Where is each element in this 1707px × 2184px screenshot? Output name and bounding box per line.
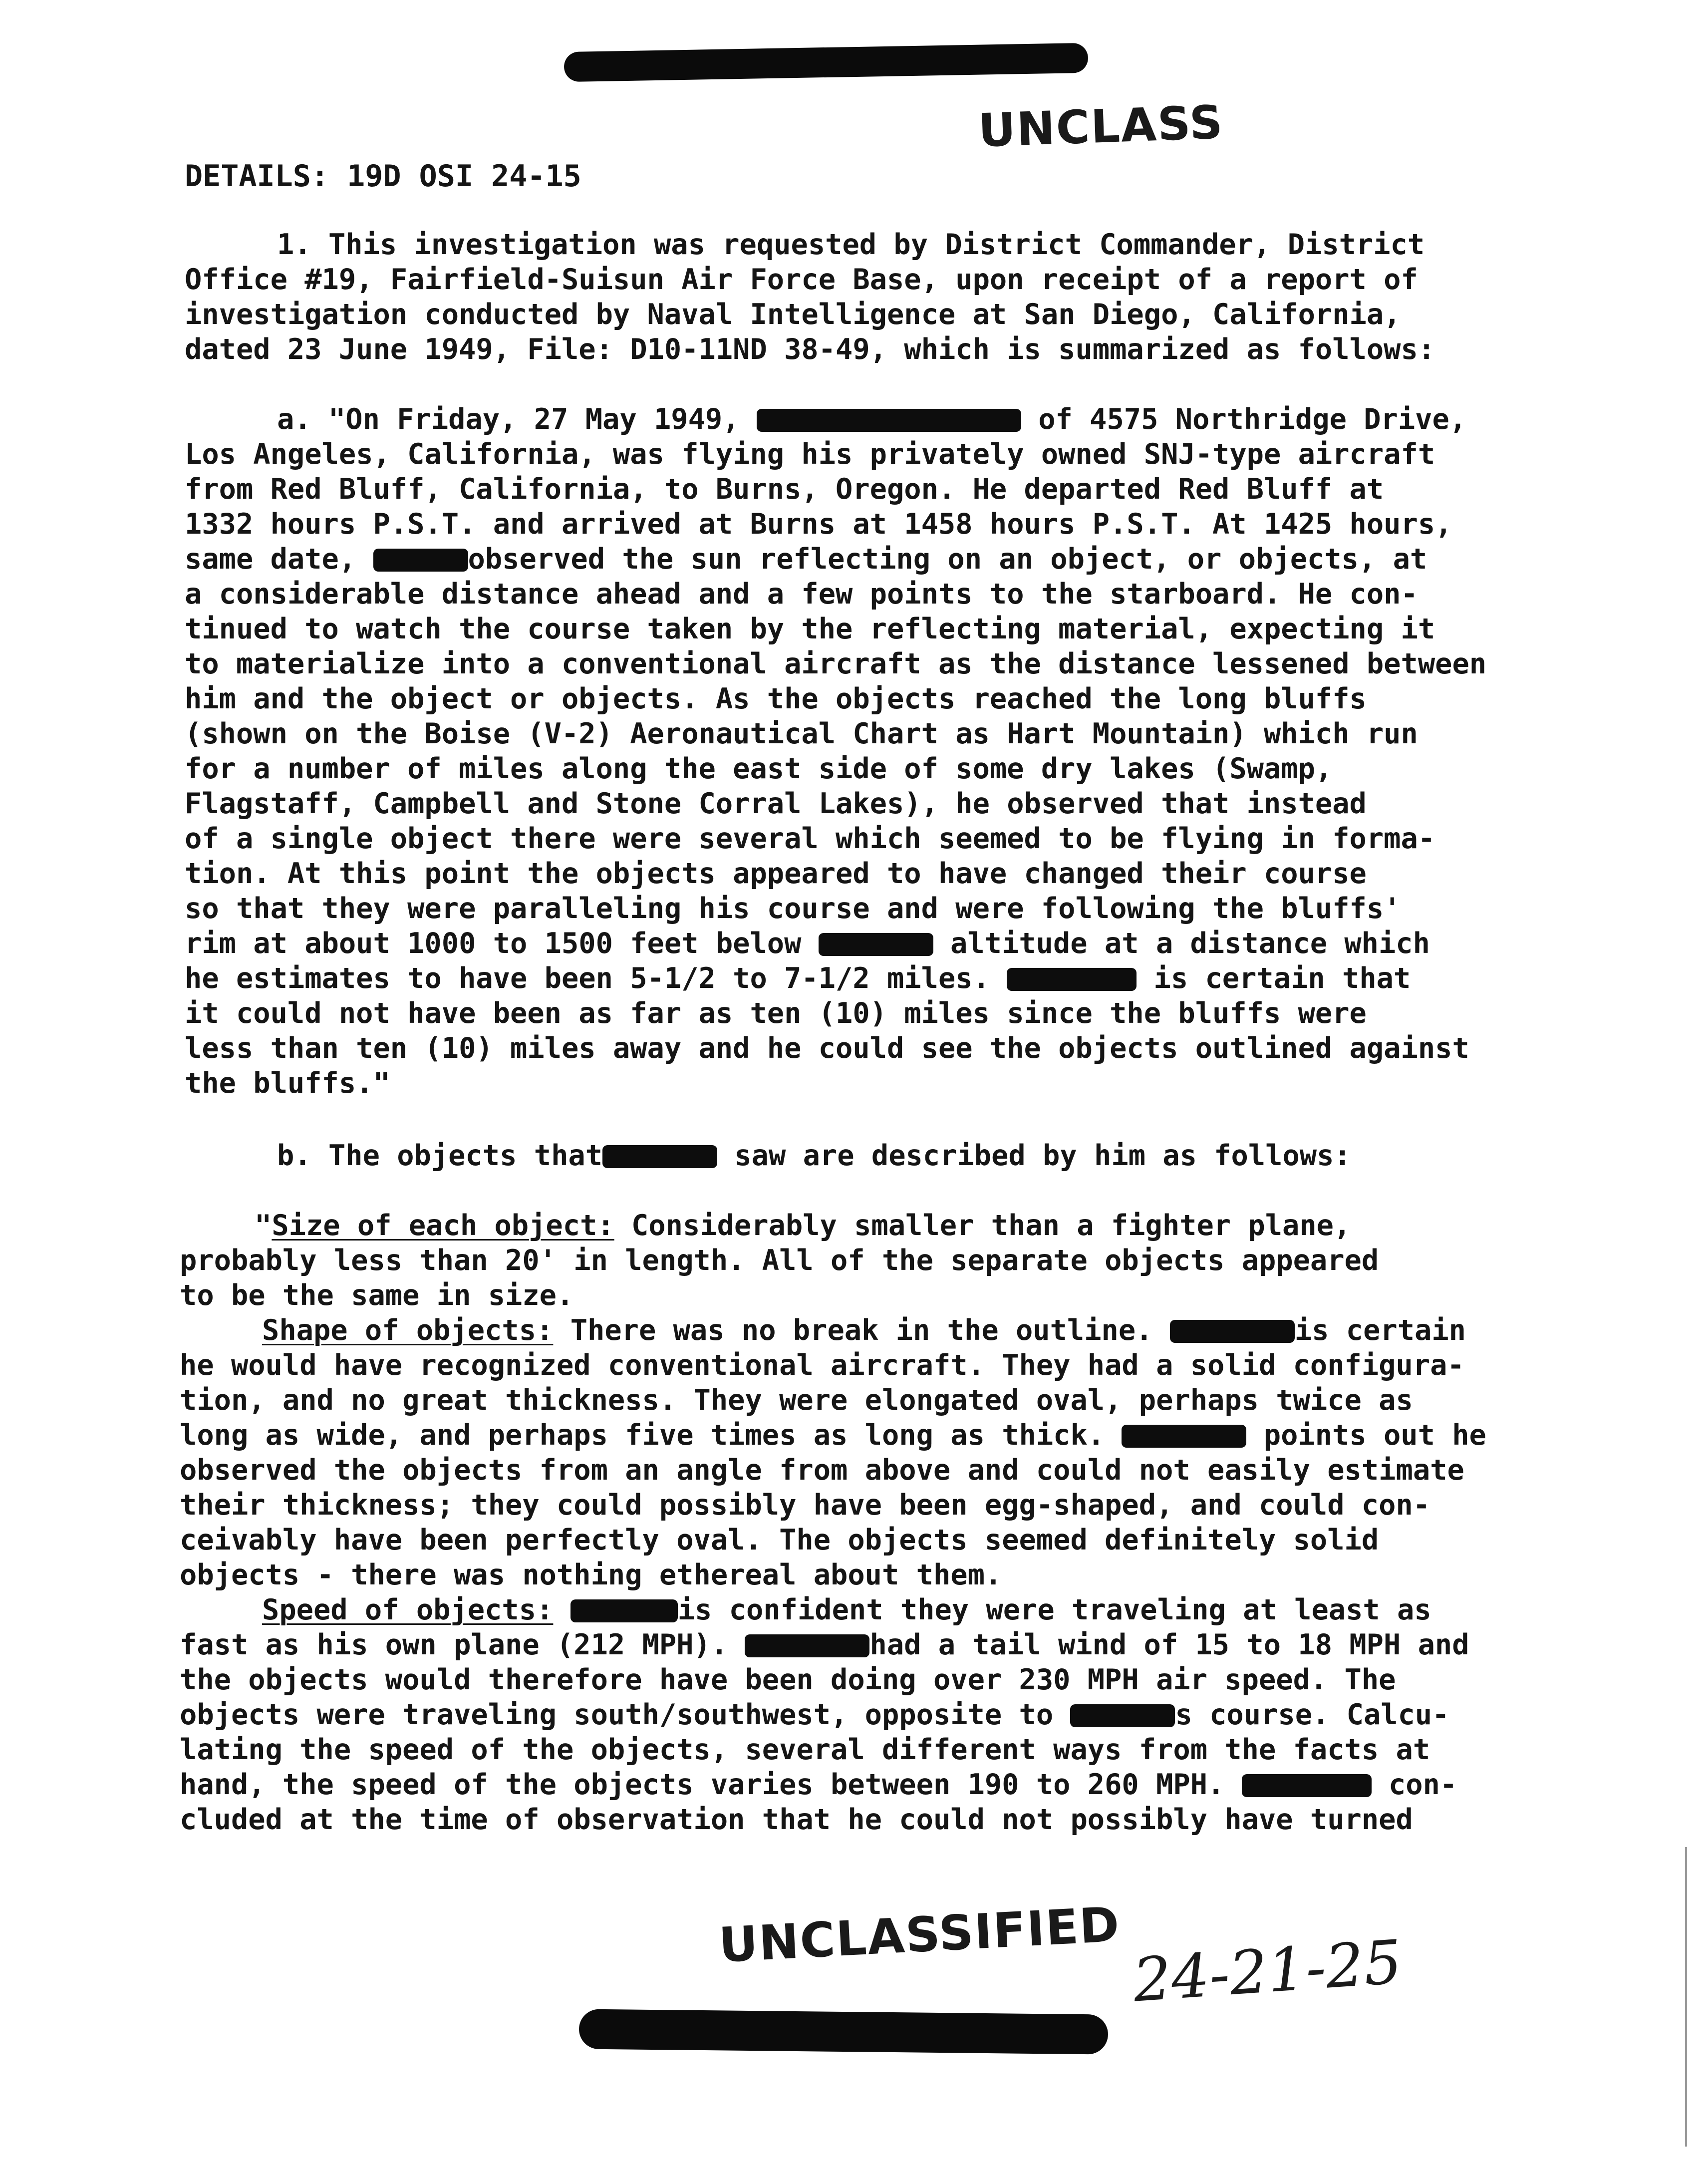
redaction xyxy=(1122,1425,1246,1448)
redaction xyxy=(745,1634,869,1657)
para-a-line-9: him and the object or objects. As the objects reached the long bluffs xyxy=(185,682,1367,715)
para-a-line-16 xyxy=(185,926,1430,961)
text: points out he xyxy=(1246,1419,1486,1452)
text: rim at about 1000 to 1500 feet below xyxy=(185,927,819,960)
shape-line-1 xyxy=(262,1313,1466,1348)
text: objects were traveling south/southwest, opposite to xyxy=(180,1698,1071,1731)
speed-line-3: the objects would therefore have been doing over 230 MPH air speed. The xyxy=(180,1663,1396,1696)
para1-line-1: 1. This investigation was requested by District Commander, District xyxy=(277,228,1425,261)
text: is confident they were traveling at least as xyxy=(677,1593,1431,1626)
redaction xyxy=(570,1599,678,1622)
para-a-line-6: a considerable distance ahead and a few points to the starboard. He con- xyxy=(185,578,1418,611)
para-a-line-10: (shown on the Boise (V-2) Aeronautical Chart as Hart Mountain) which run xyxy=(185,717,1418,750)
text: b. The objects that xyxy=(277,1139,603,1172)
text: altitude at a distance which xyxy=(933,927,1430,960)
para-a-line-11: for a number of miles along the east side of some dry lakes (Swamp, xyxy=(185,752,1333,785)
text: Considerably smaller than a fighter plane, xyxy=(614,1209,1351,1242)
shape-line-5: observed the objects from an angle from above and could not easily estimate xyxy=(180,1454,1464,1487)
para-a-line-13: of a single object there were several which seemed to be flying in forma- xyxy=(185,822,1435,855)
speed-line-5: lating the speed of the objects, several different ways from the facts at xyxy=(180,1733,1430,1766)
speed-line-1 xyxy=(262,1592,1431,1627)
text: observed the sun reflecting on an object, or objects, at xyxy=(468,543,1427,576)
text: of 4575 Northridge Drive, xyxy=(1021,403,1467,436)
para-a-line-14: tion. At this point the objects appeared to have changed their course xyxy=(185,857,1367,890)
bottom-redaction-bar xyxy=(579,2009,1109,2054)
shape-line-3: tion, and no great thickness. They were elongated oval, perhaps twice as xyxy=(180,1384,1413,1417)
para-a-line-19: less than ten (10) miles away and he could see the objects outlined against xyxy=(185,1032,1469,1065)
para-a-line-15: so that they were paralleling his course and were following the bluffs' xyxy=(185,892,1401,925)
text: saw are described by him as follows: xyxy=(717,1139,1351,1172)
text: is certain xyxy=(1294,1314,1466,1347)
size-line-1: "Size of each object: Considerably smaller than a fighter plane, xyxy=(255,1209,1351,1242)
redaction xyxy=(1242,1774,1372,1797)
size-label: Size of each object: xyxy=(272,1209,614,1242)
top-redaction-bar xyxy=(564,43,1089,82)
text: con- xyxy=(1371,1768,1457,1801)
redaction xyxy=(1170,1320,1295,1343)
redaction xyxy=(373,549,468,572)
size-line-2: probably less than 20' in length. All of the separate objects appeared xyxy=(180,1244,1379,1277)
unclassified-stamp-bottom: UNCLASSIFIED xyxy=(717,1896,1122,1973)
para-a-line-3: from Red Bluff, California, to Burns, Oregon. He departed Red Bluff at xyxy=(185,473,1384,506)
details-heading: DETAILS: 19D OSI 24-15 xyxy=(185,159,581,194)
handwritten-file-number: 24-21-25 xyxy=(1131,1927,1405,2016)
text: s course. Calcu- xyxy=(1175,1698,1449,1731)
scan-edge-line xyxy=(1685,1847,1687,2147)
para-a-line-2: Los Angeles, California, was flying his privately owned SNJ-type aircraft xyxy=(185,438,1435,471)
text: There was no break in the outline. xyxy=(553,1314,1170,1347)
speed-line-7: cluded at the time of observation that he could not possibly have turned xyxy=(180,1803,1413,1836)
text: fast as his own plane (212 MPH). xyxy=(180,1628,745,1661)
shape-line-8: objects - there was nothing ethereal about them. xyxy=(180,1559,1002,1591)
para-a-line-17 xyxy=(185,961,1411,996)
speed-line-2 xyxy=(180,1627,1469,1662)
shape-line-6: their thickness; they could possibly have been egg-shaped, and could con- xyxy=(180,1489,1430,1522)
text: same date, xyxy=(185,543,373,576)
para-a-line-8: to materialize into a conventional aircraft as the distance lessened between xyxy=(185,647,1487,680)
para-a-line-7: tinued to watch the course taken by the reflecting material, expecting it xyxy=(185,613,1435,645)
text: is certain that xyxy=(1137,962,1411,995)
para1-line-2: Office #19, Fairfield-Suisun Air Force Base, upon receipt of a report of xyxy=(185,263,1418,296)
shape-line-2: he would have recognized conventional aircraft. They had a solid configura- xyxy=(180,1349,1464,1382)
para-a-line-18: it could not have been as far as ten (10) miles since the bluffs were xyxy=(185,997,1367,1030)
speed-line-6 xyxy=(180,1767,1457,1802)
speed-label: Speed of objects: xyxy=(262,1593,554,1626)
size-line-3: to be the same in size. xyxy=(180,1279,574,1312)
shape-line-7: ceivably have been perfectly oval. The objects seemed definitely solid xyxy=(180,1524,1379,1557)
redaction xyxy=(757,409,1021,432)
shape-line-4 xyxy=(180,1418,1486,1453)
para-a-line-5 xyxy=(185,542,1427,577)
speed-line-4 xyxy=(180,1697,1449,1732)
para-a-line-1 xyxy=(277,402,1466,437)
text: hand, the speed of the objects varies between 190 to 260 MPH. xyxy=(180,1768,1242,1801)
para-a-line-20: the bluffs." xyxy=(185,1067,390,1100)
redaction xyxy=(602,1145,717,1168)
text: long as wide, and perhaps five times as long as thick. xyxy=(180,1419,1122,1452)
para1-line-4: dated 23 June 1949, File: D10-11ND 38-49, which is summarized as follows: xyxy=(185,333,1435,366)
para-a-line-12: Flagstaff, Campbell and Stone Corral Lakes), he observed that instead xyxy=(185,787,1367,820)
para-b-line-1 xyxy=(277,1138,1351,1173)
shape-label: Shape of objects: xyxy=(262,1314,554,1347)
redaction xyxy=(1007,968,1137,991)
para-a-line-4: 1332 hours P.S.T. and arrived at Burns at 1458 hours P.S.T. At 1425 hours, xyxy=(185,508,1452,541)
para1-line-3: investigation conducted by Naval Intelligence at San Diego, California, xyxy=(185,298,1401,331)
text: a. "On Friday, 27 May 1949, xyxy=(277,403,757,436)
unclassified-stamp-top: UNCLASS xyxy=(977,95,1225,158)
redaction xyxy=(819,933,933,956)
text: he estimates to have been 5-1/2 to 7-1/2 miles. xyxy=(185,962,1007,995)
redaction xyxy=(1070,1704,1175,1727)
text: had a tail wind of 15 to 18 MPH and xyxy=(869,1628,1469,1661)
